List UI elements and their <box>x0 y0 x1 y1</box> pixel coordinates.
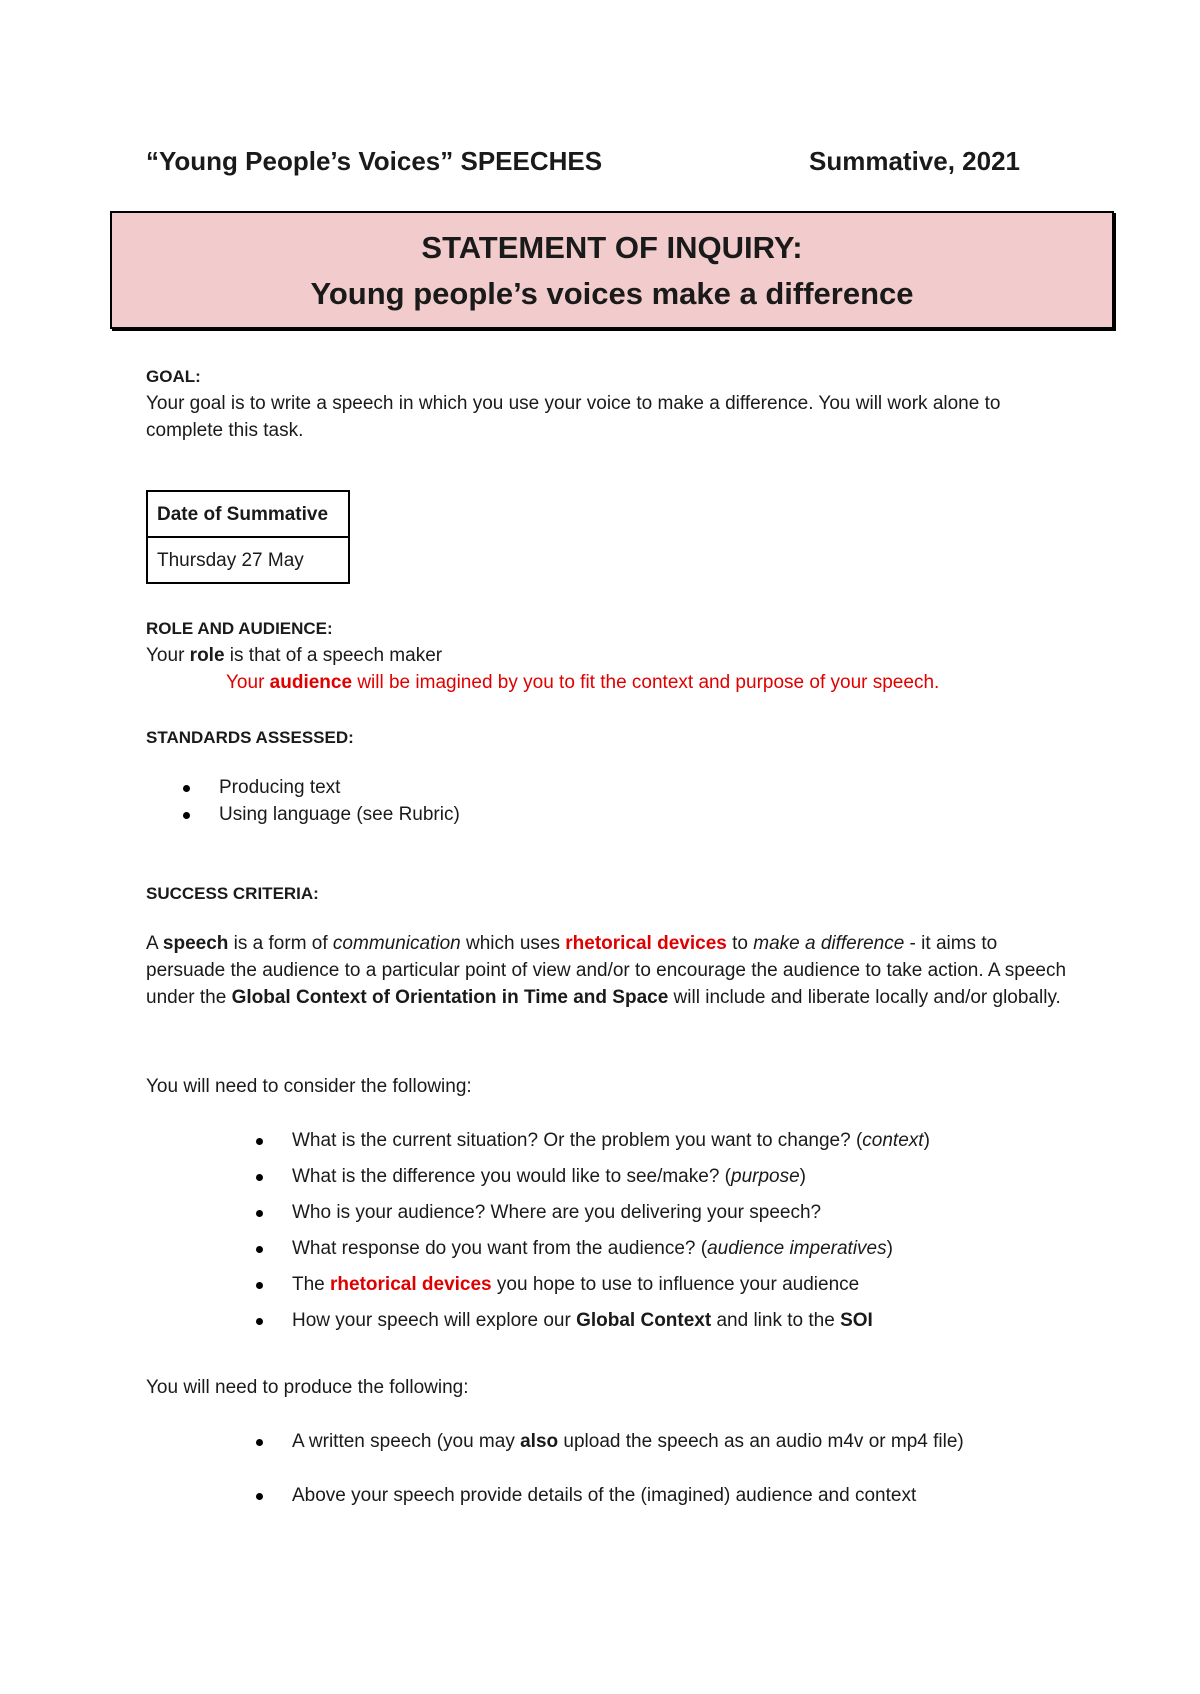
success-criteria-paragraph: A speech is a form of communication which uses rhetorical devices to make a difference - it aims to persuade the audience to a particular point of view and/or to encourage the audience to take action. A speech under the Global Context of Orientation in Time and Space will include and liberate locally and/or globally. <box>146 933 1067 1008</box>
date-table-value: Thursday 27 May <box>147 537 349 583</box>
consider-intro: You will need to consider the following: <box>146 1076 472 1097</box>
audience-line: Your audience will be imagined by you to fit the context and purpose of your speech. <box>226 672 940 693</box>
soi-heading: STATEMENT OF INQUIRY: <box>421 230 803 265</box>
document-header <box>146 144 1020 178</box>
list-item: Above your speech provide details of the (imagined) audience and context <box>292 1482 1072 1509</box>
role-heading: ROLE AND AUDIENCE: <box>146 619 333 638</box>
statement-of-inquiry-box <box>110 211 1114 329</box>
consider-list <box>292 1127 1072 1334</box>
role-keyword: role <box>189 645 225 666</box>
produce-list <box>292 1428 1072 1509</box>
standards-section <box>146 724 1076 751</box>
success-heading: SUCCESS CRITERIA: <box>146 884 319 903</box>
list-item: Who is your audience? Where are you delivering your speech? <box>292 1199 1072 1226</box>
standards-list <box>219 774 1149 828</box>
document-title: “Young People’s Voices” SPEECHES <box>146 146 603 176</box>
goal-heading: GOAL: <box>146 367 201 386</box>
produce-intro: You will need to produce the following: <box>146 1377 469 1398</box>
list-item: How your speech will explore our Global Context and link to the SOI <box>292 1307 1072 1334</box>
document-term: Summative, 2021 <box>808 146 1020 176</box>
audience-keyword: audience <box>269 672 353 693</box>
list-item: What response do you want from the audience? (audience imperatives) <box>292 1235 1072 1262</box>
list-item: What is the difference you would like to see/make? (purpose) <box>292 1163 1072 1190</box>
soi-statement: Young people’s voices make a difference <box>310 276 914 311</box>
goal-section <box>146 363 1076 444</box>
list-item: The rhetorical devices you hope to use to influence your audience <box>292 1271 1072 1298</box>
success-criteria-heading-block <box>146 880 1076 907</box>
list-item: A written speech (you may also upload the speech as an audio m4v or mp4 file) <box>292 1428 1072 1455</box>
date-of-summative-table <box>146 490 350 584</box>
standards-heading: STANDARDS ASSESSED: <box>146 728 354 747</box>
role-line: Your role is that of a speech maker <box>146 645 443 666</box>
list-item: Producing text <box>219 774 1149 801</box>
role-audience-section <box>146 615 1076 696</box>
list-item: Using language (see Rubric) <box>219 801 1149 828</box>
goal-text: Your goal is to write a speech in which you use your voice to make a difference. You will work alone to complete this task. <box>146 393 1001 441</box>
list-item: What is the current situation? Or the problem you want to change? (context) <box>292 1127 1072 1154</box>
date-table-header: Date of Summative <box>147 491 349 537</box>
